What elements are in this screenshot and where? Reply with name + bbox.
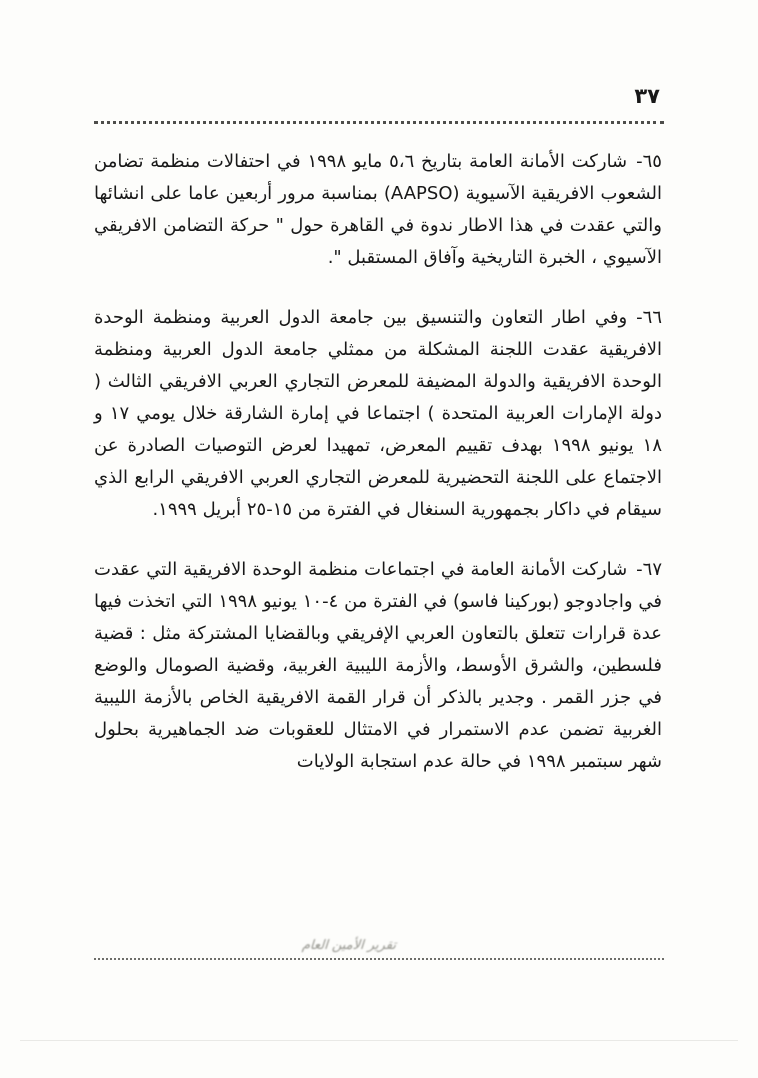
paragraph-67 [94,554,662,778]
separator-rule-top [94,121,664,124]
paragraph-text: شاركت الأمانة العامة في اجتماعات منظمة الوحدة الافريقية التي عقدت في واجادوجو (بوركينا فاسو) في الفترة من ٤-١٠ يونيو ١٩٩٨ التي اتخذت فيها عدة قرارات تتعلق بالتعاون العربي الإفريقي وبالقضايا المشتركة مثل : قضية فلسطين، والشرق الأوسط، والأزمة الليبية الغربية، وقضية الصومال والوضع في جزر القمر . وجدير بالذكر أن قرار القمة الافريقية الخاص بالأزمة الليبية الغربية تضمن عدم الاستمرار في الامتثال للعقوبات ضد الجماهيرية بحلول شهر سبتمبر ١٩٩٨ في حالة عدم استجابة الولايات [94,559,662,772]
page-number: ٣٧ [634,84,660,108]
paragraph-text: وفي اطار التعاون والتنسيق بين جامعة الدول العربية ومنظمة الوحدة الافريقية عقدت اللجنة المشكلة من ممثلي جامعة الدول العربية ومنظمة الوحدة الافريقية والدولة المضيفة للمعرض التجاري العربي الافريقي الثالث ( دولة الإمارات العربية المتحدة ) اجتماعا في إمارة الشارقة خلال يومي ١٧ و ١٨ يونيو ١٩٩٨ بهدف تقييم المعرض، تمهيدا لعرض التوصيات الصادرة عن الاجتماع على اللجنة التحضيرية للمعرض التجاري العربي الافريقي الرابع الذي سيقام في داكار بجمهورية السنغال في الفترة من ١٥-٢٥ أبريل ١٩٩٩. [94,307,662,520]
paragraph-text: شاركت الأمانة العامة بتاريخ ٥،٦ مايو ١٩٩٨ في احتفالات منظمة تضامن الشعوب الافريقية الآسيوية (AAPSO) بمناسبة مرور أربعين عاما على انشائها والتي عقدت في هذا الاطار ندوة في القاهرة حول " حركة التضامن الافريقي الآسيوي ، الخبرة التاريخية وآفاق المستقبل ". [94,151,662,268]
separator-rule-bottom [94,958,664,960]
paragraph-65 [94,146,662,274]
paragraph-number: ٦٦- [636,307,662,328]
paragraph-number: ٦٧- [636,559,662,580]
paragraph-number: ٦٥- [636,151,662,172]
paragraph-66 [94,302,662,526]
page-body [94,146,662,778]
footer-stamp-text: تقرير الأمين العام [301,938,397,953]
scan-edge-artifact [20,1040,738,1041]
